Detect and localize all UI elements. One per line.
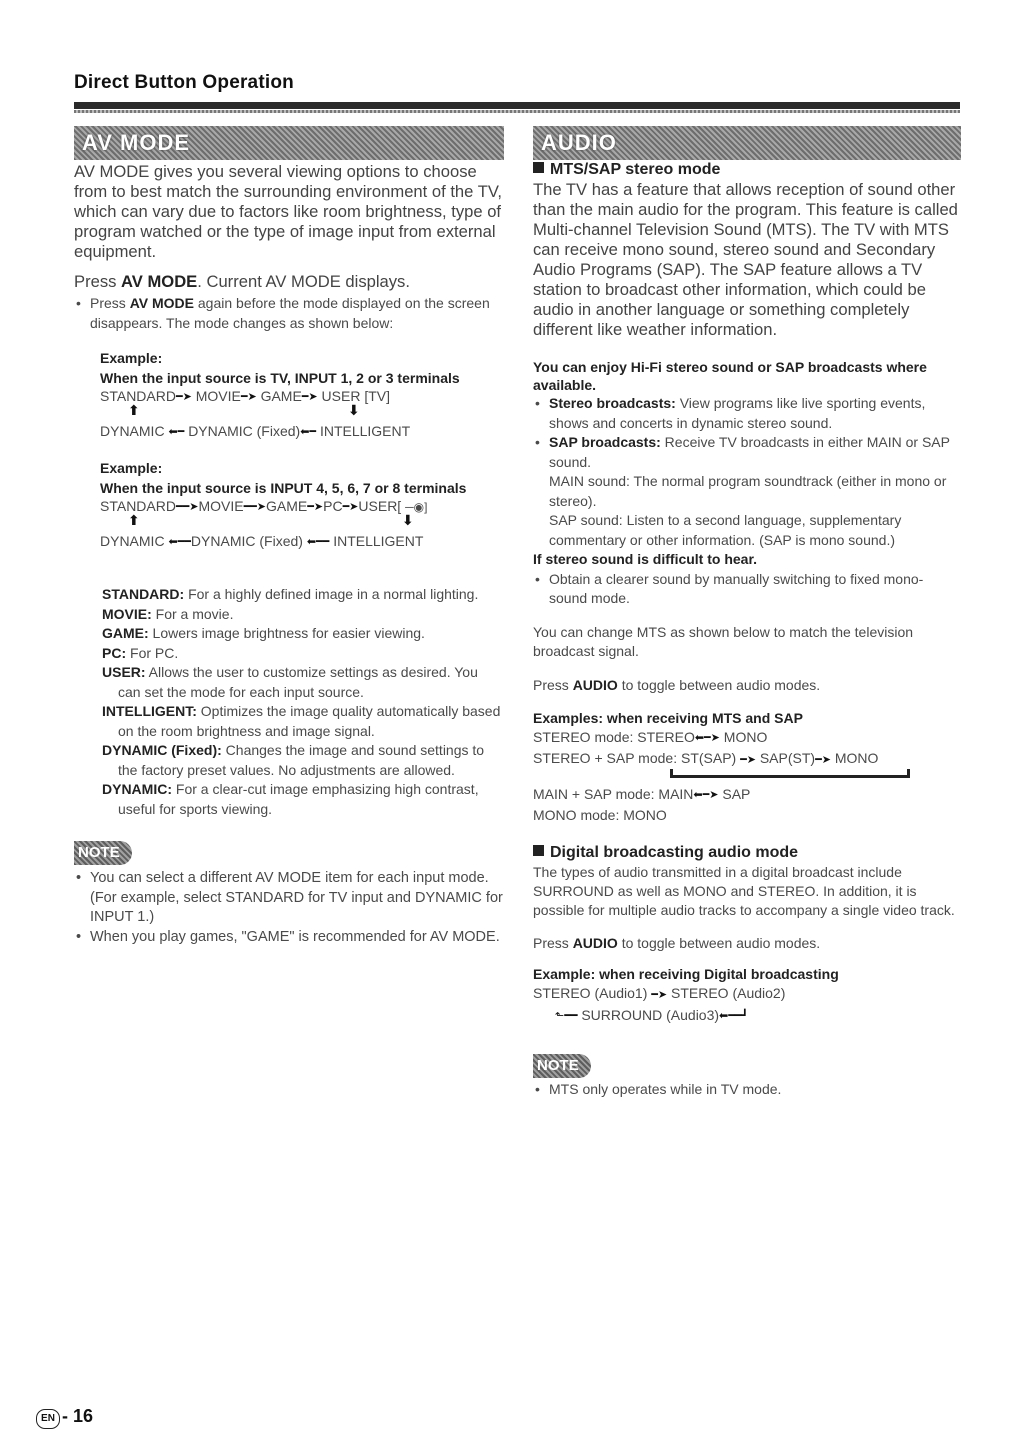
example-main-sap: MAIN + SAP mode: MAIN⬅━➤ SAP (533, 784, 961, 805)
example-2-row2: DYNAMIC ⬅━━DYNAMIC (Fixed) ⬅━━ INTELLIGENT (100, 532, 504, 551)
right-arrow-icon: ━━➤ (243, 500, 267, 513)
example-1-heading: When the input source is TV, INPUT 1, 2 or 3 terminals (100, 369, 460, 386)
down-arrow-icon: ⬇ (402, 511, 414, 528)
definition-pc: PC: For PC. (102, 644, 179, 661)
right-arrow-icon: ━➤ (307, 500, 324, 513)
digital-text: The types of audio transmitted in a digital broadcast include SURROUND as well as MONO and STEREO. In addition, it is possible for multiple audio tracks to accompany a single video track. (533, 863, 955, 918)
change-text: You can change MTS as shown below to match the television broadcast signal. (533, 623, 914, 659)
sap-sound: SAP sound: Listen to a second language, supplementary commentary or other information. (SAP is mono sound.) (549, 512, 902, 548)
audio-notes (533, 1054, 961, 1100)
av-mode-section (74, 126, 504, 947)
page-footer (36, 1406, 93, 1429)
mts-text: The TV has a feature that allows reception of sound other than the main audio for the program. This feature is called Multi-channel Television Sound (MTS). The TV with MTS can receive mono sound, stereo sound and Secondary Audio Programs (SAP). The SAP feature allows a TV station to broadcast other information, which could be audio in another language or something completely different like weather information. (533, 180, 958, 339)
square-bullet-icon (533, 162, 544, 173)
av-mode-note-2: • When you play games, "GAME" is recommended for AV MODE. (74, 928, 504, 948)
example-stereo-sap: STEREO + SAP mode: ST(SAP) ━➤ SAP(ST)━➤ MONO (533, 748, 961, 769)
example-2 (74, 459, 504, 551)
example-2-row1: STANDARD━━➤MOVIE━━➤GAME━➤PC━➤USER[ ─◉] (100, 497, 504, 516)
example-1 (74, 349, 504, 441)
definition-intelligent: INTELLIGENT: Optimizes the image quality automatically based on the room brightness and image signal. (102, 703, 501, 739)
double-arrow-icon: ⬅━➤ (694, 732, 720, 745)
right-arrow-icon: ━➤ (301, 390, 318, 403)
user-symbol-icon: ─◉] (405, 499, 428, 514)
audio-press: Press AUDIO to toggle between audio modes. (533, 676, 821, 693)
sap-broadcasts: • SAP broadcasts: Receive TV broadcasts in either MAIN or SAP sound. (533, 433, 961, 472)
digital-example-heading: Example: when receiving Digital broadcasting (533, 966, 839, 983)
right-arrow-icon: ━➤ (342, 500, 359, 513)
example-mono: MONO mode: MONO (533, 806, 667, 823)
digital-example-row1: STEREO (Audio1) ━➤ STEREO (Audio2) (533, 983, 961, 1004)
definition-list (74, 585, 504, 819)
av-mode-notes (74, 841, 504, 947)
audio-press-2: Press AUDIO to toggle between audio modes. (533, 934, 821, 951)
av-mode-note-1: • You can select a different AV MODE item for each input mode. (For example, select STANDARD for TV input and DYNAMIC for INPUT 1.) (74, 869, 504, 928)
example-1-cycle-arrows (100, 401, 504, 418)
header-rule-pattern (74, 110, 960, 113)
example-1-label: Example: (100, 350, 163, 366)
up-arrow-icon: ⬆ (128, 401, 140, 418)
up-return-arrow-icon: ⬑━━ (555, 1009, 578, 1022)
page-title: Direct Button Operation (74, 72, 294, 93)
down-arrow-icon: ⬇ (348, 401, 360, 418)
mts-examples-heading: Examples: when receiving MTS and SAP (533, 710, 803, 726)
mts-heading: MTS/SAP stereo mode (533, 160, 961, 180)
example-2-heading: When the input source is INPUT 4, 5, 6, 7 or 8 terminals (100, 479, 467, 496)
left-arrow-icon: ⬅━━┛ (719, 1009, 749, 1022)
right-arrow-icon: ━━➤ (175, 500, 199, 513)
stereo-broadcasts: • Stereo broadcasts: View programs like live sporting events, shows and concerts in dynamic stereo sound. (533, 394, 961, 433)
av-mode-banner: AV MODE (74, 126, 504, 160)
main-sound: MAIN sound: The normal program soundtrack (either in mono or stereo). (549, 473, 947, 509)
example-1-row2: DYNAMIC ⬅━ DYNAMIC (Fixed)⬅━ INTELLIGENT (100, 422, 504, 441)
av-mode-press: Press AV MODE. Current AV MODE displays. (74, 272, 410, 291)
left-arrow-icon: ⬅━━ (168, 536, 191, 549)
audio-section (533, 126, 961, 1099)
page-number: - 16 (62, 1406, 94, 1426)
note-badge: NOTE (533, 1054, 591, 1078)
left-arrow-icon: ⬅━━ (306, 536, 330, 549)
definition-standard: STANDARD: For a highly defined image in a normal lighting. (102, 586, 479, 603)
definition-user: USER: Allows the user to customize settings as desired. You can set the mode for each input source. (102, 664, 478, 700)
up-arrow-icon: ⬆ (128, 511, 140, 528)
av-mode-intro: AV MODE gives you several viewing options to choose from to best match the surrounding environment of the TV, which can vary due to factors like room brightness, type of program watched or the type of image input from external equipment. (74, 162, 502, 261)
square-bullet-icon (533, 845, 544, 856)
audio-note-1: • MTS only operates while in TV mode. (533, 1080, 961, 1100)
stereo-sap-return-line (533, 770, 961, 784)
definition-movie: MOVIE: For a movie. (102, 605, 234, 622)
digital-heading: Digital broadcasting audio mode (533, 843, 961, 863)
double-arrow-icon: ⬅━➤ (693, 788, 719, 801)
en-language-badge: EN (36, 1409, 60, 1429)
right-arrow-icon: ━➤ (240, 390, 257, 403)
example-stereo: STEREO mode: STEREO⬅━➤ MONO (533, 727, 961, 748)
av-mode-key: AV MODE (121, 272, 198, 291)
right-arrow-icon: ━➤ (175, 390, 192, 403)
left-arrow-icon: ⬅━ (168, 426, 185, 439)
definition-dynamic-fixed: DYNAMIC (Fixed): Changes the image and sound settings to the factory preset values. No adjustments are allowed. (102, 742, 485, 778)
right-arrow-icon: ━➤ (740, 753, 756, 766)
difficult-heading: If stereo sound is difficult to hear. (533, 551, 758, 567)
av-mode-bullet: • Press AV MODE again before the mode displayed on the screen disappears. The mode changes as shown below: (74, 294, 504, 333)
note-badge: NOTE (74, 841, 132, 865)
digital-example-row2: ⬑━━ SURROUND (Audio3)⬅━━┛ (533, 1005, 961, 1026)
example-2-label: Example: (100, 460, 163, 477)
example-2-cycle-arrows (100, 511, 504, 528)
right-arrow-icon: ━➤ (651, 988, 668, 1001)
example-1-row1: STANDARD━➤ MOVIE━➤ GAME━➤ USER [TV] (100, 387, 504, 406)
audio-key: AUDIO (572, 676, 618, 693)
hifi-heading: You can enjoy Hi-Fi stereo sound or SAP broadcasts where available. (533, 359, 927, 393)
audio-banner: AUDIO (533, 126, 961, 160)
definition-game: GAME: Lowers image brightness for easier viewing. (102, 625, 425, 642)
left-arrow-icon: ⬅━ (300, 426, 317, 439)
right-arrow-icon: ━➤ (815, 753, 831, 766)
difficult-text: • Obtain a clearer sound by manually switching to fixed mono-sound mode. (533, 570, 961, 609)
definition-dynamic: DYNAMIC: For a clear-cut image emphasizing high contrast, useful for sports viewing. (102, 781, 479, 817)
header-rule (74, 102, 960, 109)
